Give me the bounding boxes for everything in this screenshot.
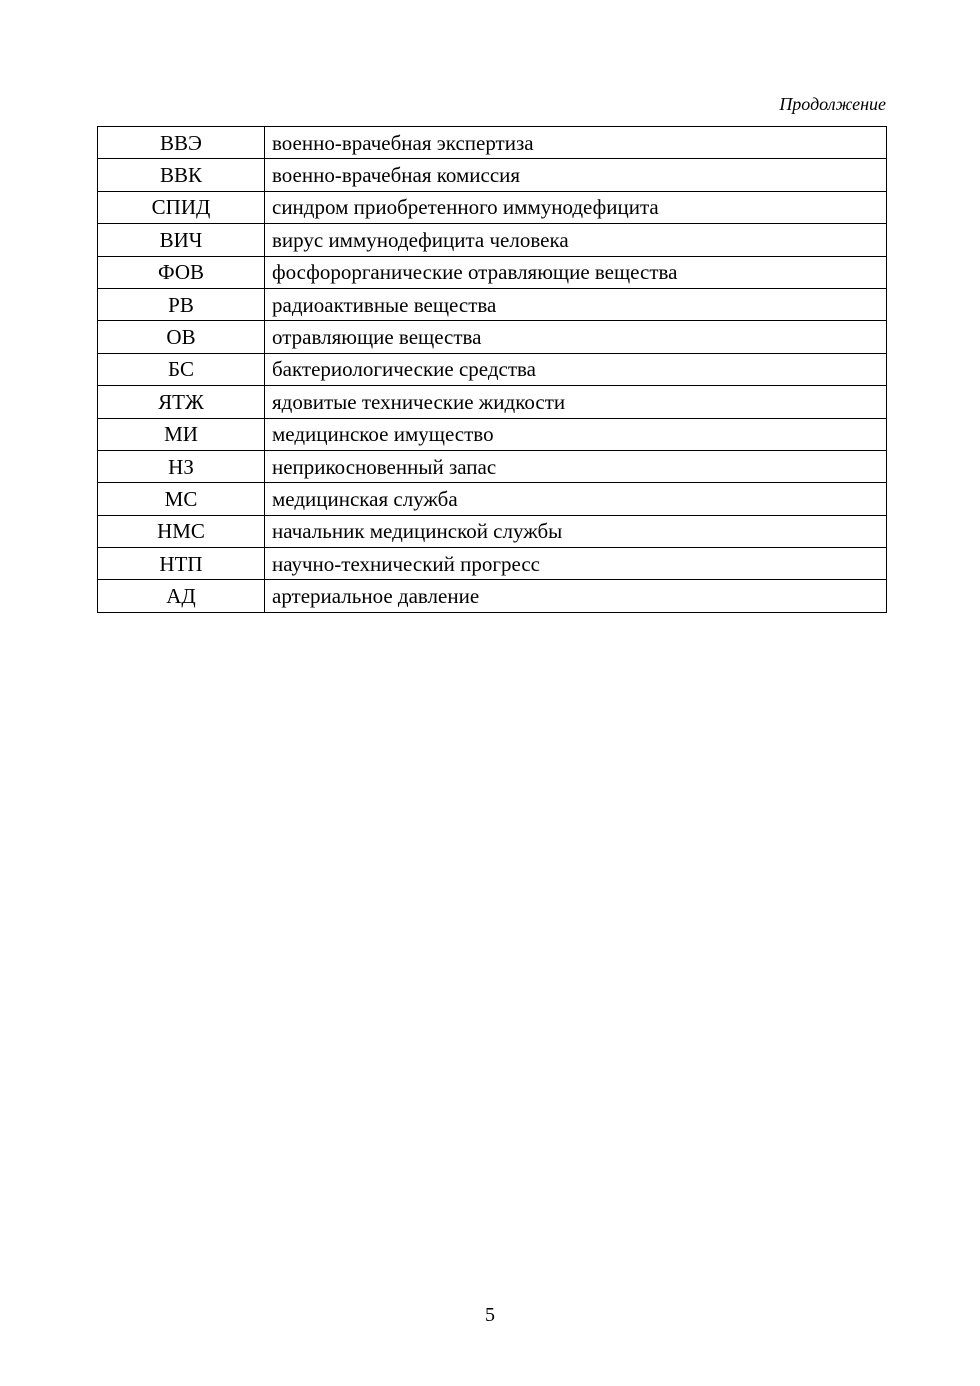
table-row — [98, 224, 887, 256]
meaning-cell: научно-технический прогресс — [265, 548, 887, 580]
abbreviation-cell: НЗ — [98, 450, 265, 482]
abbreviation-cell: ЯТЖ — [98, 386, 265, 418]
table-row — [98, 321, 887, 353]
table-row — [98, 450, 887, 482]
meaning-cell: ядовитые технические жидкости — [265, 386, 887, 418]
abbreviation-cell: АД — [98, 580, 265, 612]
meaning-cell: неприкосновенный запас — [265, 450, 887, 482]
table-row — [98, 548, 887, 580]
table-row — [98, 418, 887, 450]
table-row — [98, 483, 887, 515]
abbreviations-table — [97, 126, 887, 613]
meaning-cell: артериальное давление — [265, 580, 887, 612]
table-row — [98, 191, 887, 223]
abbreviation-cell: МИ — [98, 418, 265, 450]
abbreviation-cell: ВИЧ — [98, 224, 265, 256]
abbreviation-cell: ВВЭ — [98, 127, 265, 159]
abbreviation-cell: МС — [98, 483, 265, 515]
meaning-cell: военно-врачебная экспертиза — [265, 127, 887, 159]
abbreviation-cell: ВВК — [98, 159, 265, 191]
abbreviation-cell: ФОВ — [98, 256, 265, 288]
abbreviation-cell: НТП — [98, 548, 265, 580]
meaning-cell: медицинская служба — [265, 483, 887, 515]
abbreviation-cell: РВ — [98, 288, 265, 320]
continuation-label: Продолжение — [779, 94, 886, 114]
table-row — [98, 580, 887, 612]
meaning-cell: отравляющие вещества — [265, 321, 887, 353]
abbreviation-cell: НМС — [98, 515, 265, 547]
table-row — [98, 256, 887, 288]
page-number: 5 — [485, 1304, 495, 1326]
meaning-cell: бактериологические средства — [265, 353, 887, 385]
meaning-cell: медицинское имущество — [265, 418, 887, 450]
table-row — [98, 353, 887, 385]
table-row — [98, 127, 887, 159]
table-row — [98, 159, 887, 191]
table-row — [98, 288, 887, 320]
meaning-cell: военно-врачебная комиссия — [265, 159, 887, 191]
meaning-cell: синдром приобретенного иммунодефицита — [265, 191, 887, 223]
abbreviation-cell: ОВ — [98, 321, 265, 353]
meaning-cell: начальник медицинской службы — [265, 515, 887, 547]
abbreviation-cell: БС — [98, 353, 265, 385]
table-row — [98, 386, 887, 418]
table-row — [98, 515, 887, 547]
abbreviation-cell: СПИД — [98, 191, 265, 223]
meaning-cell: фосфорорганические отравляющие вещества — [265, 256, 887, 288]
meaning-cell: радиоактивные вещества — [265, 288, 887, 320]
meaning-cell: вирус иммунодефицита человека — [265, 224, 887, 256]
